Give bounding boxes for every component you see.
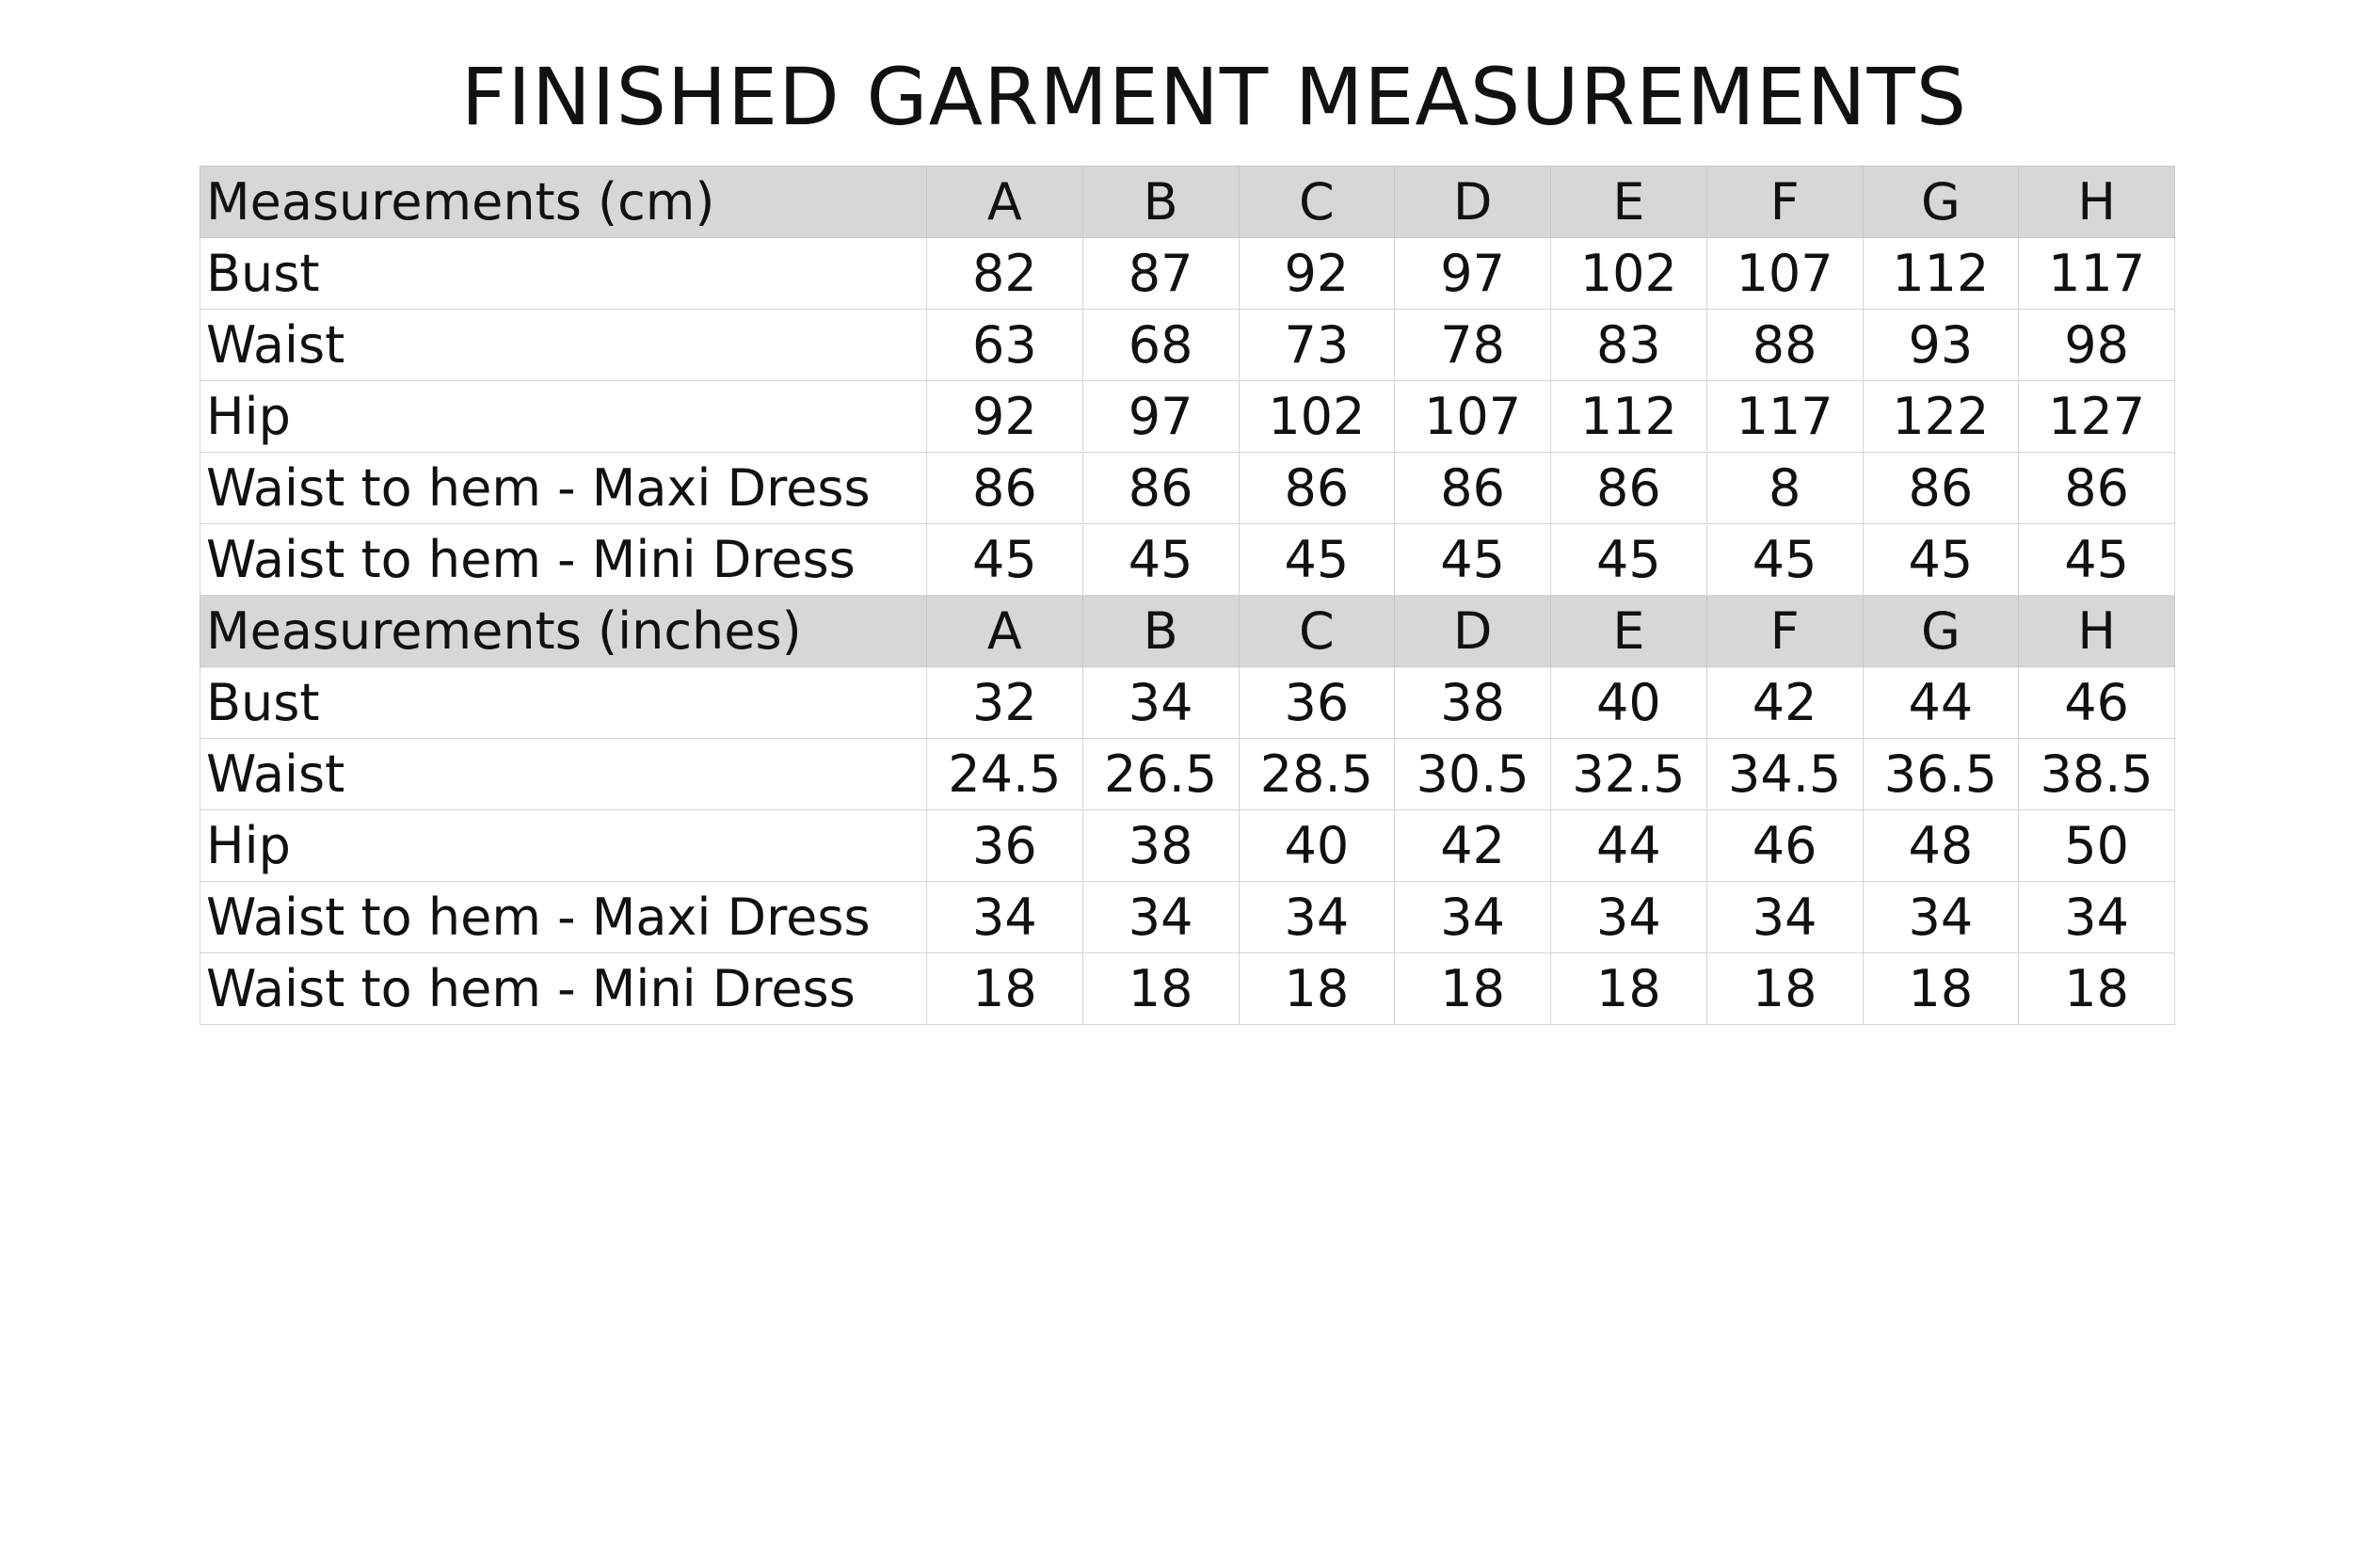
size-header-cell: G: [1863, 167, 2019, 238]
table-cell: 34: [2019, 882, 2175, 953]
row-label: Waist to hem - Maxi Dress: [200, 453, 927, 524]
table-cell: 97: [1082, 381, 1239, 453]
table-cell: 18: [1239, 953, 1395, 1025]
table-cell: 40: [1239, 810, 1395, 882]
size-header-cell: A: [927, 596, 1083, 667]
page-title: FINISHED GARMENT MEASUREMENTS: [460, 51, 1968, 143]
table-cell: 45: [1551, 524, 1707, 596]
table-header-row-cm: [200, 167, 2175, 238]
table-cell: 78: [1395, 310, 1551, 381]
table-cell: 36: [927, 810, 1083, 882]
table-row: [200, 381, 2175, 453]
size-header-cell: E: [1551, 167, 1707, 238]
row-label: Waist to hem - Mini Dress: [200, 524, 927, 596]
size-header-cell: F: [1706, 167, 1863, 238]
table-cell: 18: [1082, 953, 1239, 1025]
table-cell: 34: [1082, 882, 1239, 953]
table-cell: 50: [2019, 810, 2175, 882]
table-cell: 18: [1395, 953, 1551, 1025]
table-cell: 86: [1551, 453, 1707, 524]
size-header-cell: H: [2019, 596, 2175, 667]
section-header-label: Measurements (inches): [200, 596, 927, 667]
table-cell: 86: [1239, 453, 1395, 524]
table-cell: 127: [2019, 381, 2175, 453]
row-label: Waist to hem - Mini Dress: [200, 953, 927, 1025]
table-row: [200, 524, 2175, 596]
row-label: Waist to hem - Maxi Dress: [200, 882, 927, 953]
table-cell: 93: [1863, 310, 2019, 381]
size-header-cell: H: [2019, 167, 2175, 238]
table-row: [200, 310, 2175, 381]
table-cell: 88: [1706, 310, 1863, 381]
table-row: [200, 453, 2175, 524]
table-row: [200, 667, 2175, 739]
table-cell: 86: [1395, 453, 1551, 524]
table-cell: 34: [1551, 882, 1707, 953]
row-label: Hip: [200, 810, 927, 882]
table-cell: 42: [1706, 667, 1863, 739]
table-cell: 45: [2019, 524, 2175, 596]
table-cell: 46: [1706, 810, 1863, 882]
table-cell: 122: [1863, 381, 2019, 453]
table-cell: 45: [927, 524, 1083, 596]
table-cell: 30.5: [1395, 739, 1551, 810]
row-label: Waist: [200, 739, 927, 810]
table-cell: 34: [1239, 882, 1395, 953]
table-cell: 38: [1082, 810, 1239, 882]
table-cell: 36.5: [1863, 739, 2019, 810]
table-cell: 44: [1863, 667, 2019, 739]
table-cell: 45: [1863, 524, 2019, 596]
size-header-cell: C: [1239, 167, 1395, 238]
measurements-table: [200, 166, 2175, 1025]
row-label: Bust: [200, 238, 927, 310]
table-cell: 98: [2019, 310, 2175, 381]
table-cell: 34.5: [1706, 739, 1863, 810]
size-header-cell: D: [1395, 167, 1551, 238]
size-header-cell: A: [927, 167, 1083, 238]
table-cell: 18: [2019, 953, 2175, 1025]
table-cell: 24.5: [927, 739, 1083, 810]
table-cell: 18: [1863, 953, 2019, 1025]
table-cell: 42: [1395, 810, 1551, 882]
table-cell: 107: [1395, 381, 1551, 453]
size-header-cell: G: [1863, 596, 2019, 667]
table-cell: 87: [1082, 238, 1239, 310]
size-header-cell: D: [1395, 596, 1551, 667]
table-cell: 73: [1239, 310, 1395, 381]
size-header-cell: B: [1082, 596, 1239, 667]
table-cell: 86: [927, 453, 1083, 524]
table-cell: 18: [1551, 953, 1707, 1025]
table-row: [200, 739, 2175, 810]
size-header-cell: F: [1706, 596, 1863, 667]
table-cell: 45: [1706, 524, 1863, 596]
table-cell: 45: [1239, 524, 1395, 596]
table-cell: 38: [1395, 667, 1551, 739]
table-cell: 107: [1706, 238, 1863, 310]
table-cell: 44: [1551, 810, 1707, 882]
table-cell: 40: [1551, 667, 1707, 739]
table-cell: 18: [927, 953, 1083, 1025]
table-cell: 32: [927, 667, 1083, 739]
table-cell: 92: [927, 381, 1083, 453]
section-header-label: Measurements (cm): [200, 167, 927, 238]
table-cell: 45: [1082, 524, 1239, 596]
table-cell: 86: [1082, 453, 1239, 524]
table-cell: 48: [1863, 810, 2019, 882]
table-header-row-inches: [200, 596, 2175, 667]
table-cell: 34: [1395, 882, 1551, 953]
table-cell: 46: [2019, 667, 2175, 739]
table-cell: 34: [1863, 882, 2019, 953]
table-cell: 102: [1551, 238, 1707, 310]
table-row: [200, 238, 2175, 310]
table-cell: 34: [1706, 882, 1863, 953]
table-cell: 26.5: [1082, 739, 1239, 810]
table-cell: 68: [1082, 310, 1239, 381]
table-row: [200, 953, 2175, 1025]
row-label: Waist: [200, 310, 927, 381]
table-cell: 117: [2019, 238, 2175, 310]
table-cell: 34: [927, 882, 1083, 953]
table-cell: 45: [1395, 524, 1551, 596]
table-cell: 117: [1706, 381, 1863, 453]
row-label: Hip: [200, 381, 927, 453]
table-cell: 83: [1551, 310, 1707, 381]
size-header-cell: E: [1551, 596, 1707, 667]
table-cell: 112: [1863, 238, 2019, 310]
table-cell: 36: [1239, 667, 1395, 739]
table-cell: 28.5: [1239, 739, 1395, 810]
table-cell: 8: [1706, 453, 1863, 524]
table-cell: 112: [1551, 381, 1707, 453]
size-header-cell: C: [1239, 596, 1395, 667]
table-cell: 32.5: [1551, 739, 1707, 810]
table-cell: 38.5: [2019, 739, 2175, 810]
table-row: [200, 810, 2175, 882]
table-cell: 63: [927, 310, 1083, 381]
table-cell: 86: [2019, 453, 2175, 524]
table-cell: 34: [1082, 667, 1239, 739]
table-cell: 18: [1706, 953, 1863, 1025]
size-header-cell: B: [1082, 167, 1239, 238]
table-cell: 97: [1395, 238, 1551, 310]
table-cell: 102: [1239, 381, 1395, 453]
table-cell: 92: [1239, 238, 1395, 310]
table-cell: 82: [927, 238, 1083, 310]
table-cell: 86: [1863, 453, 2019, 524]
table-row: [200, 882, 2175, 953]
row-label: Bust: [200, 667, 927, 739]
